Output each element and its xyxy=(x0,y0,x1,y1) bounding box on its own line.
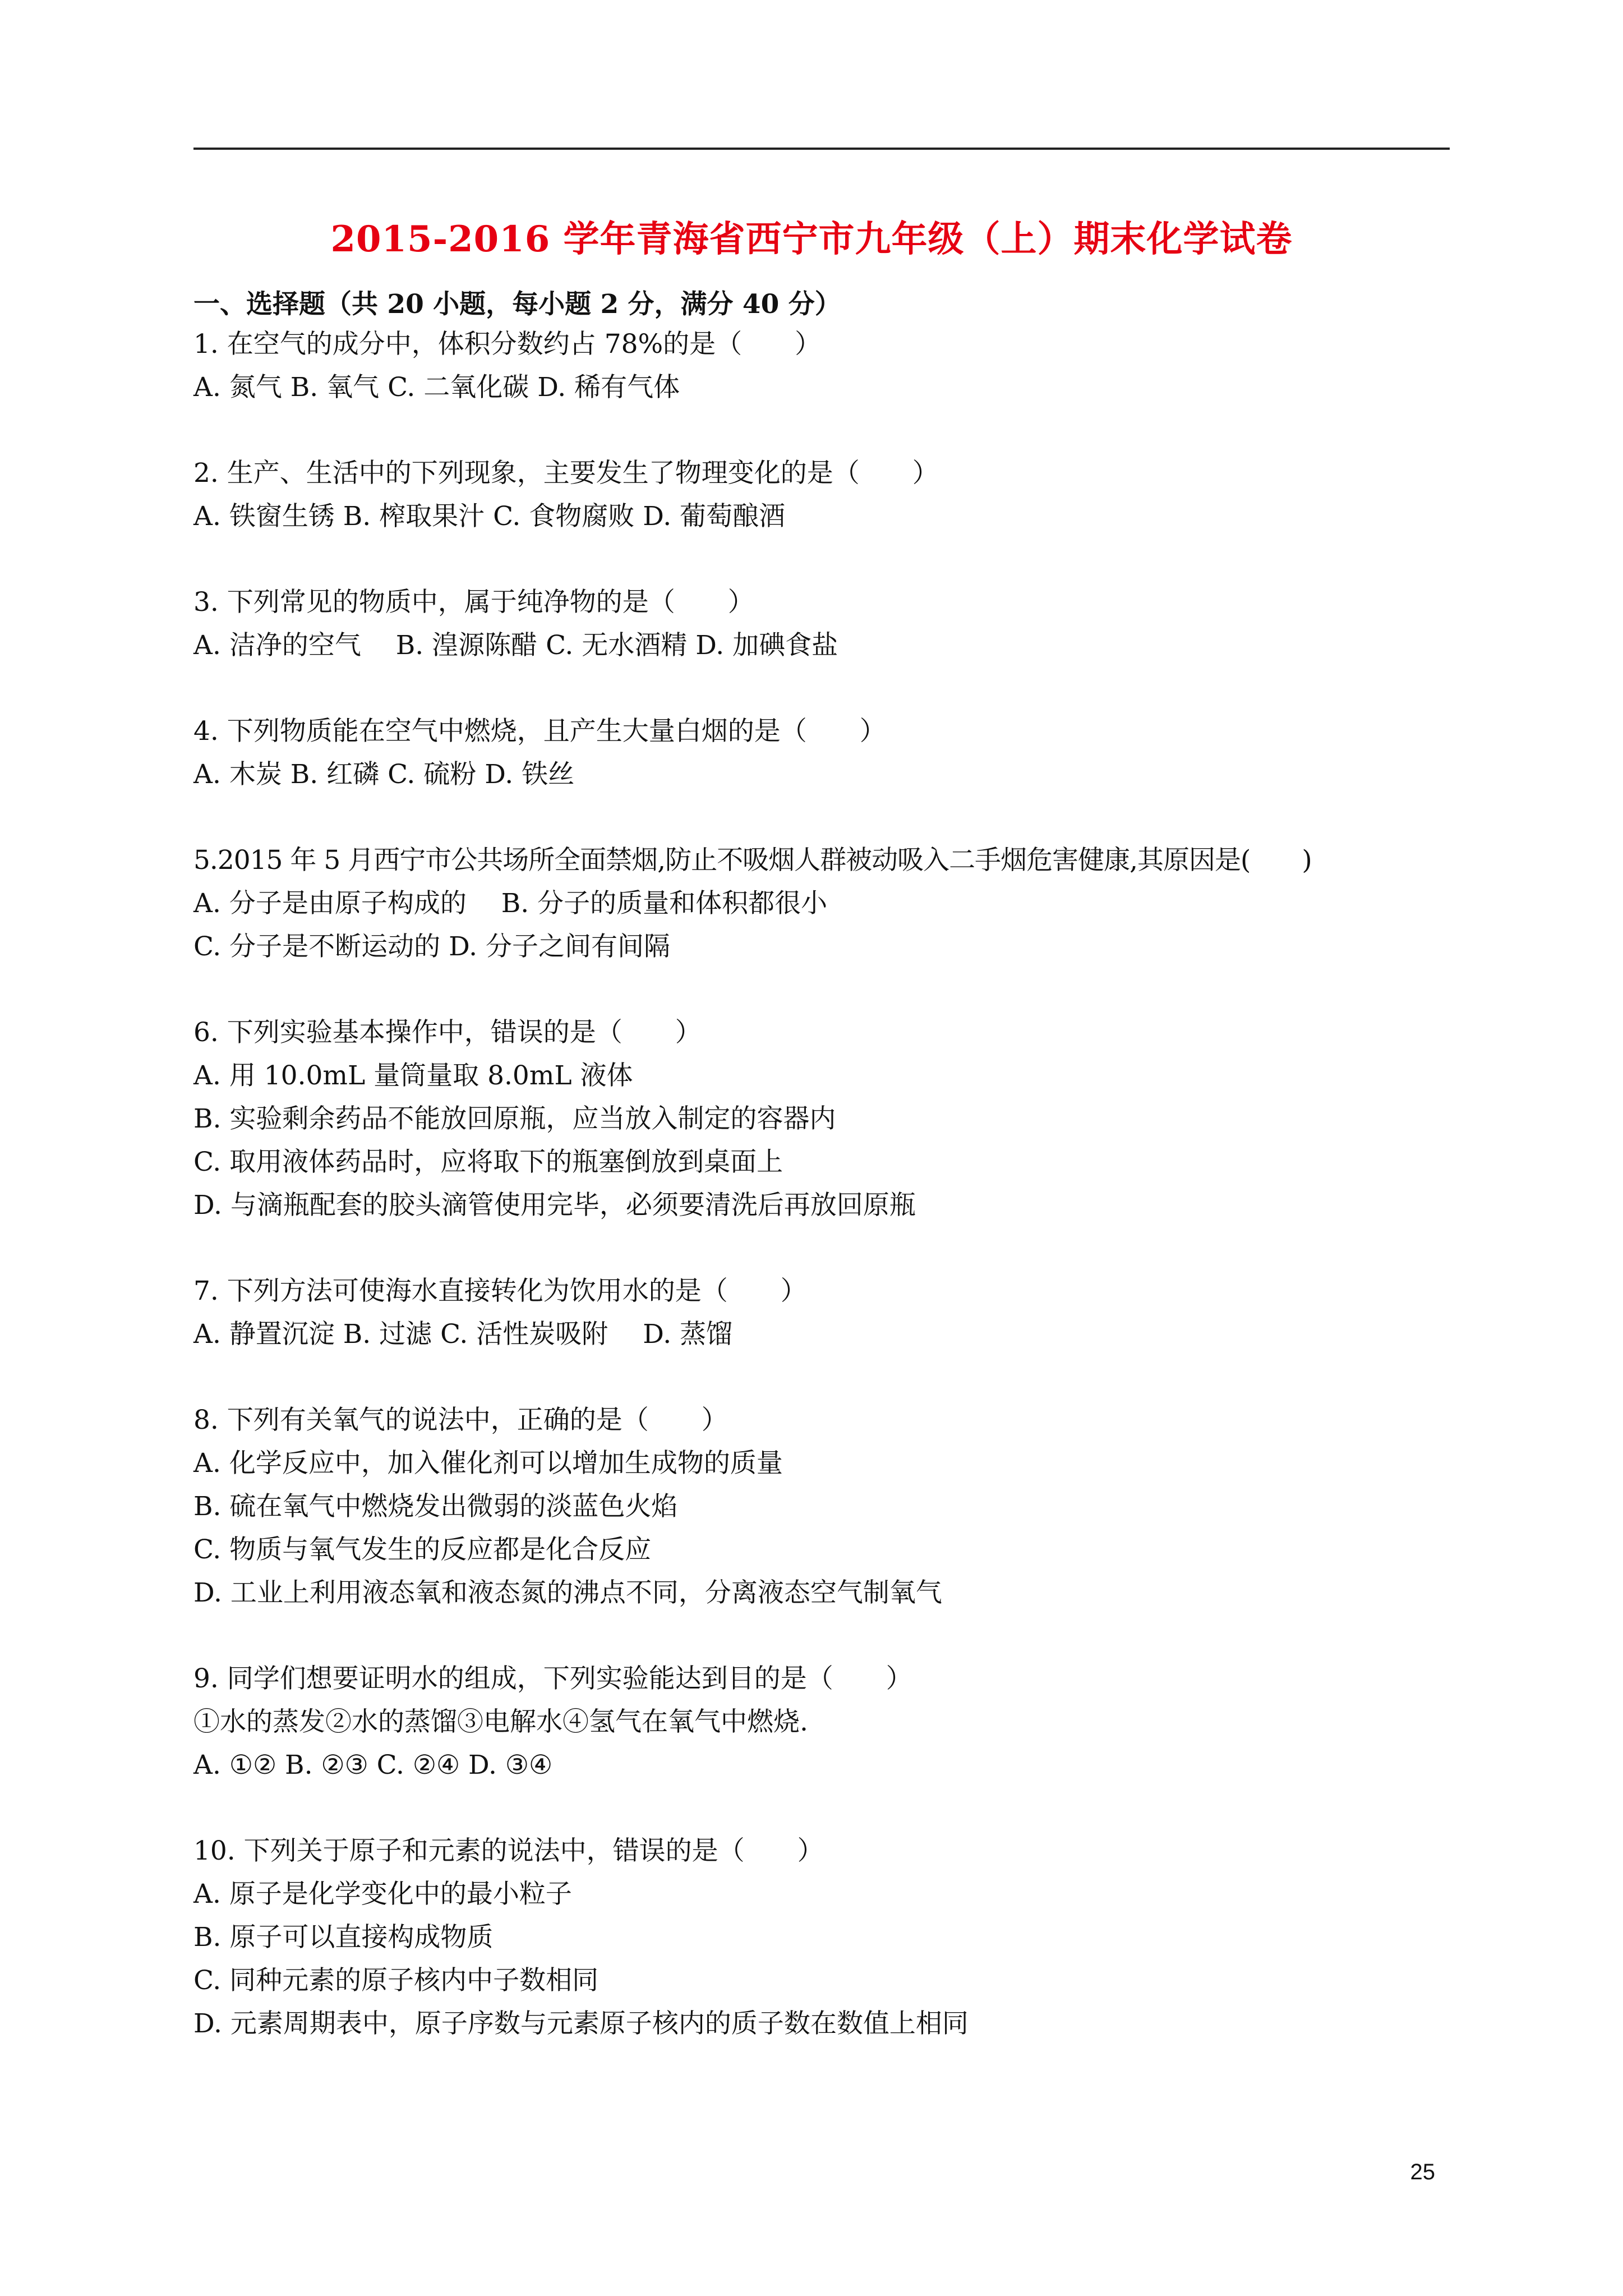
exam-title: 2015-2016 学年青海省西宁市九年级（上）期末化学试卷 xyxy=(330,218,1293,260)
question-3-options: A. 洁净的空气 B. 湟源陈醋 C. 无水酒精 D. 加碘食盐 xyxy=(193,630,838,661)
question-9-options: A. ①② B. ②③ C. ②④ D. ③④ xyxy=(193,1750,553,1780)
question-6-option-b: B. 实验剩余药品不能放回原瓶，应当放入制定的容器内 xyxy=(193,1103,836,1134)
question-5-option-line-1: A. 分子是由原子构成的 B. 分子的质量和体积都很小 xyxy=(193,888,828,919)
page-number: 25 xyxy=(1410,2160,1435,2184)
question-7-options: A. 静置沉淀 B. 过滤 C. 活性炭吸附 D. 蒸馏 xyxy=(193,1319,733,1350)
question-3-stem: 3. 下列常见的物质中，属于纯净物的是（ ） xyxy=(193,587,754,618)
question-6-option-d: D. 与滴瓶配套的胶头滴管使用完毕，必须要清洗后再放回原瓶 xyxy=(193,1190,916,1221)
question-8-option-a: A. 化学反应中，加入催化剂可以增加生成物的质量 xyxy=(193,1448,783,1479)
question-2-options: A. 铁窗生锈 B. 榨取果汁 C. 食物腐败 D. 葡萄酿酒 xyxy=(193,501,786,532)
question-10-option-d: D. 元素周期表中，原子序数与元素原子核内的质子数在数值上相同 xyxy=(193,2008,969,2039)
question-4-options: A. 木炭 B. 红磷 C. 硫粉 D. 铁丝 xyxy=(193,759,575,790)
question-10-option-b: B. 原子可以直接构成物质 xyxy=(193,1922,494,1953)
question-8-option-d: D. 工业上利用液态氧和液态氮的沸点不同，分离液态空气制氧气 xyxy=(193,1577,942,1608)
question-10-option-a: A. 原子是化学变化中的最小粒子 xyxy=(193,1879,572,1910)
question-1-stem: 1. 在空气的成分中，体积分数约占 78%的是（ ） xyxy=(193,329,822,360)
question-8-option-c: C. 物质与氧气发生的反应都是化合反应 xyxy=(193,1534,652,1565)
question-6-option-c: C. 取用液体药品时，应将取下的瓶塞倒放到桌面上 xyxy=(193,1147,783,1177)
question-10-option-c: C. 同种元素的原子核内中子数相同 xyxy=(193,1965,599,1996)
section-heading: 一、选择题（共 20 小题，每小题 2 分，满分 40 分） xyxy=(193,289,841,320)
question-2-stem: 2. 生产、生活中的下列现象，主要发生了物理变化的是（ ） xyxy=(193,458,939,489)
question-1-options: A. 氮气 B. 氧气 C. 二氧化碳 D. 稀有气体 xyxy=(193,372,680,403)
question-9-premises: ①水的蒸发②水的蒸馏③电解水④氢气在氧气中燃烧. xyxy=(193,1706,808,1737)
question-8-stem: 8. 下列有关氧气的说法中，正确的是（ ） xyxy=(193,1405,728,1435)
question-6-stem: 6. 下列实验基本操作中，错误的是（ ） xyxy=(193,1017,702,1048)
question-4-stem: 4. 下列物质能在空气中燃烧，且产生大量白烟的是（ ） xyxy=(193,716,886,747)
question-9-stem: 9. 同学们想要证明水的组成，下列实验能达到目的是（ ） xyxy=(193,1663,912,1694)
header-rule xyxy=(193,148,1450,150)
question-6-option-a: A. 用 10.0mL 量筒量取 8.0mL 液体 xyxy=(193,1060,633,1091)
question-5-stem: 5.2015 年 5 月西宁市公共场所全面禁烟,防止不吸烟人群被动吸入二手烟危害健康,其原因是( ) xyxy=(193,845,1312,876)
question-7-stem: 7. 下列方法可使海水直接转化为饮用水的是（ ） xyxy=(193,1276,807,1306)
question-8-option-b: B. 硫在氧气中燃烧发出微弱的淡蓝色火焰 xyxy=(193,1491,678,1522)
question-10-stem: 10. 下列关于原子和元素的说法中，错误的是（ ） xyxy=(193,1835,824,1866)
question-5-option-line-2: C. 分子是不断运动的 D. 分子之间有间隔 xyxy=(193,931,670,962)
